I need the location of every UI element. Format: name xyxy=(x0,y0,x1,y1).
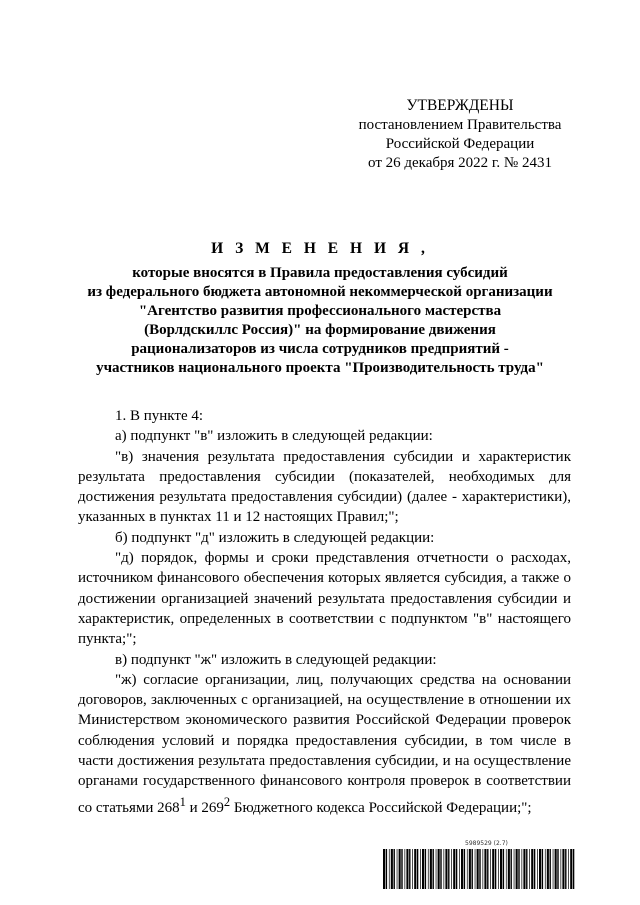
approval-block xyxy=(330,96,590,173)
paragraph-7-part-c: Бюджетного кодекса Российской Федерации;"; xyxy=(230,799,532,816)
approval-line-1: постановлением Правительства xyxy=(358,117,562,133)
subtitle-line-5: рационализаторов из числа сотрудников предприятий - xyxy=(131,341,509,357)
paragraph-7-part-b: и 269 xyxy=(185,799,224,816)
paragraph-3: "в) значения результата предоставления субсидии и характеристик результата предоставления субсидии (показателей, необходимых для достижения результата предоставления субсидии) (далее - характеристики), указанных в пунктах 11 и 12 настоящих Правил;"; xyxy=(78,448,571,526)
superscript-2: 2 xyxy=(223,794,231,809)
paragraph-7 xyxy=(78,670,571,818)
paragraph-6: в) подпункт "ж" изложить в следующей редакции: xyxy=(115,651,437,668)
approval-heading: УТВЕРЖДЕНЫ xyxy=(406,97,514,114)
paragraph-7-part-a: "ж) согласие организации, лиц, получающих средства на основании договоров, заключенных с организацией, на осуществление в отношении их Министерством экономического развития Российской Федерации проверок соблюдения условий и порядка предоставления субсидии, в том числе в части достижения результата предоставления субсидии, и на осуществление органами государственного финансового контроля проверок в соответствии со статьями 268 xyxy=(78,671,571,816)
approval-line-3: от 26 декабря 2022 г. № 2431 xyxy=(368,155,552,171)
superscript-1: 1 xyxy=(179,794,186,809)
paragraph-5: "д) порядок, формы и сроки представления отчетности о расходах, источником финансового обеспечения которых является субсидия, а также о достижении организацией значений результата предоставления субсидии и характеристик, определенных в соответствии с подпунктом "в" настоящего пункта;"; xyxy=(78,550,571,648)
subtitle-line-3: "Агентство развития профессионального мастерства xyxy=(138,303,502,319)
barcode-label: 5989529 (2.7) xyxy=(465,840,508,847)
paragraph-1: 1. В пункте 4: xyxy=(115,408,204,424)
subtitle-line-4: (Ворлдскиллс Россия)" на формирование движения xyxy=(144,322,496,338)
subtitle-line-2: из федерального бюджета автономной некоммерческой организации xyxy=(87,284,553,300)
paragraph-4: б) подпункт "д" изложить в следующей редакции: xyxy=(115,529,435,546)
approval-line-2: Российской Федерации xyxy=(385,136,535,152)
document-title: И З М Е Н Е Н И Я , xyxy=(211,240,429,257)
document-subtitle xyxy=(60,264,580,378)
barcode-icon xyxy=(383,849,575,889)
document-body xyxy=(78,406,571,818)
barcode-block xyxy=(383,840,575,892)
paragraph-2: а) подпункт "в" изложить в следующей редакции: xyxy=(115,428,433,445)
subtitle-line-1: которые вносятся в Правила предоставления субсидий xyxy=(132,265,508,281)
subtitle-line-6: участников национального проекта "Производительность труда" xyxy=(96,360,544,376)
